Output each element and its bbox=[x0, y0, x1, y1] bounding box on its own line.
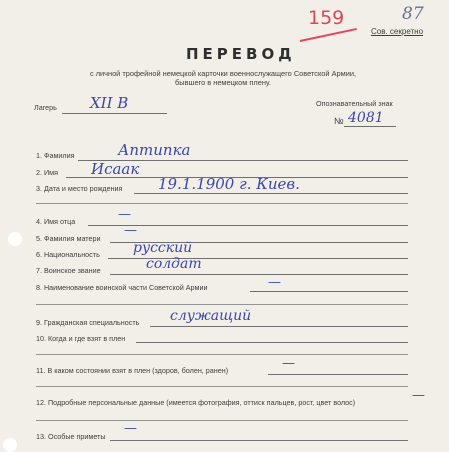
field-line-condition bbox=[268, 374, 408, 375]
document-title: ПЕРЕВОД bbox=[186, 45, 296, 63]
document-subtitle-line-1: с личной трофейной немецкой карточки военнослужащего Советской Армии, bbox=[89, 69, 357, 78]
field-label-birth: 3. Дата и место рождения bbox=[36, 184, 123, 193]
document-subtitle-line-2: бывшего в немецком плену. bbox=[175, 78, 271, 87]
archive-number-underline bbox=[300, 28, 357, 42]
field-label-captured: 10. Когда и где взят в плен bbox=[36, 334, 126, 343]
field-label-mother-surname: 5. Фамилия матери bbox=[36, 234, 101, 243]
field-value-surname: Аптипка bbox=[118, 141, 191, 159]
camp-label: Лагерь bbox=[34, 103, 57, 112]
field-value-civil-specialty: служащий bbox=[170, 308, 252, 324]
field-line-birth bbox=[134, 193, 408, 194]
field-line-personal-data bbox=[36, 420, 408, 421]
ident-number-value: 4081 bbox=[348, 110, 384, 126]
field-line-unit bbox=[250, 291, 408, 292]
field-line-captured bbox=[136, 342, 408, 343]
field-label-surname: 1. Фамилия bbox=[36, 151, 75, 160]
field-line-rank bbox=[110, 274, 408, 275]
field-label-special-marks: 13. Особые приметы bbox=[36, 432, 106, 441]
field-line-unit-extra bbox=[36, 304, 408, 305]
field-line-special-marks bbox=[110, 440, 408, 441]
archive-number: 159 bbox=[308, 7, 345, 29]
field-value-rank: солдат bbox=[146, 256, 202, 272]
field-line-civil-specialty bbox=[150, 326, 408, 327]
field-value-nationality: русский bbox=[133, 240, 193, 256]
field-label-nationality: 6. Национальность bbox=[36, 250, 100, 259]
field-label-father-name: 4. Имя отца bbox=[36, 217, 76, 226]
ident-number-prefix: № bbox=[334, 116, 344, 126]
field-value-father-name: — bbox=[118, 207, 131, 222]
field-line-captured-extra bbox=[36, 354, 408, 355]
field-label-first-name: 2. Имя bbox=[36, 168, 58, 177]
ident-label: Опознавательный знак bbox=[316, 99, 393, 108]
field-value-condition: — bbox=[282, 356, 295, 371]
field-value-unit: — bbox=[268, 275, 281, 290]
field-value-special-marks: — bbox=[124, 421, 137, 436]
field-line-birth-extra bbox=[36, 203, 408, 204]
classification-label: Сов. секретно bbox=[371, 27, 424, 36]
field-line-condition-extra bbox=[36, 386, 408, 387]
field-value-first-name: Исаак bbox=[91, 160, 140, 178]
punch-hole-top bbox=[8, 232, 22, 246]
page-number: 87 bbox=[402, 4, 424, 24]
field-label-personal-data: 12. Подробные персональные данные (имеется фотография, оттиск пальцев, рост, цвет волос) bbox=[36, 398, 356, 407]
field-label-unit: 8. Наименование воинской части Советской Армии bbox=[36, 283, 208, 292]
field-value-birth: 19.1.1900 г. Киев. bbox=[158, 175, 300, 193]
field-label-condition: 11. В каком состоянии взят в плен (здоров, болен, ранен) bbox=[36, 366, 229, 375]
field-value-personal-data: — bbox=[412, 388, 425, 403]
field-label-rank: 7. Воинское звание bbox=[36, 266, 101, 275]
field-label-civil-specialty: 9. Гражданская специальность bbox=[36, 318, 140, 327]
ident-underline bbox=[344, 126, 396, 127]
camp-underline bbox=[62, 113, 167, 114]
field-value-mother-surname: — bbox=[124, 223, 137, 238]
camp-value: XII B bbox=[90, 94, 129, 112]
